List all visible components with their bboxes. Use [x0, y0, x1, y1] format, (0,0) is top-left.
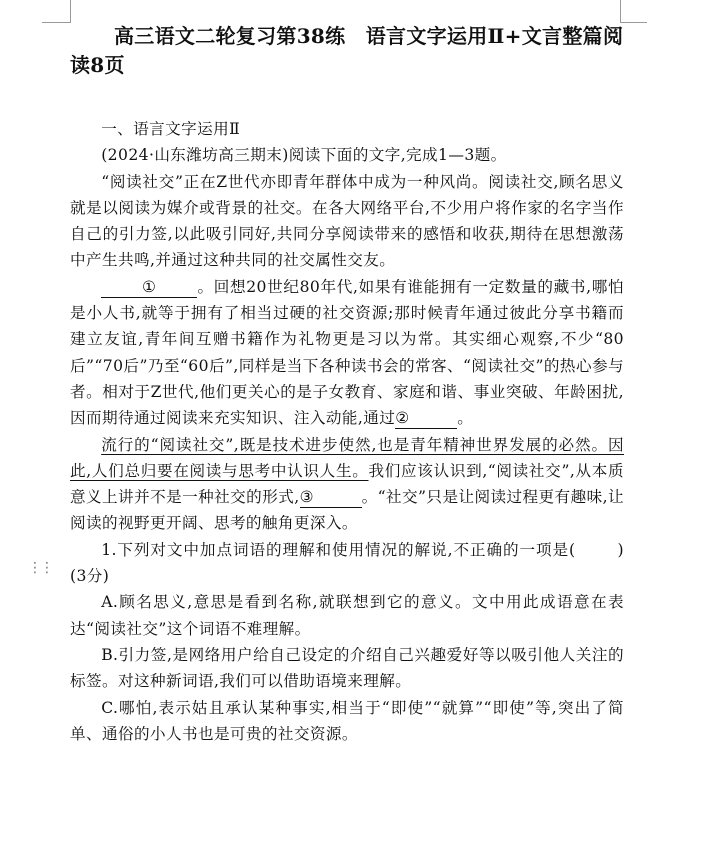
passage-paragraph-1: “阅读社交”正在Z世代亦即青年群体中成为一种风尚。阅读社交,顾名思义就是以阅读为媒介或背景的社交。在各大网络平台,不少用户将作家的名字当作自己的引力签,以此吸引同好,共同分享阅读带来的感悟和收获,期待在思想激荡中产生共鸣,并通过这种共同的社交属性交友。: [70, 172, 624, 270]
passage-paragraph-3: [70, 432, 624, 537]
option-b: B.引力签,是网络用户给自己设定的介绍自己兴趣爱好等以吸引他人关注的标签。对这种新词语,我们可以借助语境来理解。: [70, 645, 624, 691]
option-a: A.顾名思义,意思是看到名称,就联想到它的意义。文中用此成语意在表达“阅读社交”这个词语不难理解。: [70, 593, 624, 638]
paragraph-3-text-a: 我们应该认识到,“阅读社交”,从本质意义上讲并不是一种社交的形式,: [70, 461, 624, 507]
paragraph-2-text-b: 。: [457, 409, 474, 428]
section-language-use: [70, 116, 624, 747]
passage-paragraph-2: [70, 274, 624, 432]
drag-handle-icon[interactable]: ⋮⋮: [28, 560, 52, 576]
document-body: [70, 22, 624, 747]
question-1-score: )(3分): [70, 540, 624, 586]
source-line: (2024·山东潍坊高三期末)阅读下面的文字,完成1—3题。: [101, 146, 507, 165]
blank-2: ②: [395, 408, 457, 429]
blank-3: ③: [300, 487, 362, 508]
underlined-sentence: 流行的“阅读社交”,既是技术进步使然,也是青年精神世界发展的必然。因此,人们总归要在阅读与思考中认识人生。: [70, 435, 624, 480]
option-c: C.哪怕,表示姑且承认某种事实,相当于“即使”“就算”“即使”等,突出了简单、通俗的小人书也是可贵的社交资源。: [70, 698, 624, 743]
page-corner-mark-right: [620, 0, 647, 23]
document-title: 高三语文二轮复习第38练 语言文字运用Ⅱ+文言整篇阅读8页: [70, 24, 624, 77]
page-corner-mark-left: [42, 0, 71, 23]
question-1-stem: [70, 537, 624, 590]
paragraph-2-text-a: 。回想20世纪80年代,如果有谁能拥有一定数量的藏书,哪怕是小人书,就等于拥有了相当过硬的社交资源;那时候青年通过彼此分享书籍而建立友谊,青年间互赠书籍作为礼物更是习以为常。其实细心观察,不少“80后”“70后”乃至“60后”,同样是当下各种读书会的常客、“阅读社交”的热心参与者。相对于Z世代,他们更关心的是子女教育、家庭和谐、事业突破、年龄困扰,因而期待通过阅读来充实知识、注入动能,通过: [70, 277, 624, 428]
section-heading: 一、语言文字运用Ⅱ: [101, 120, 241, 138]
paragraph-3-text-b: 。“社交”只是让阅读过程更有趣味,让阅读的视野更开阔、思考的触角更深入。: [70, 488, 624, 533]
blank-1: ①: [101, 277, 197, 298]
question-1-stem-text: 1.下列对文中加点词语的理解和使用情况的解说,不正确的一项是(: [101, 540, 576, 559]
